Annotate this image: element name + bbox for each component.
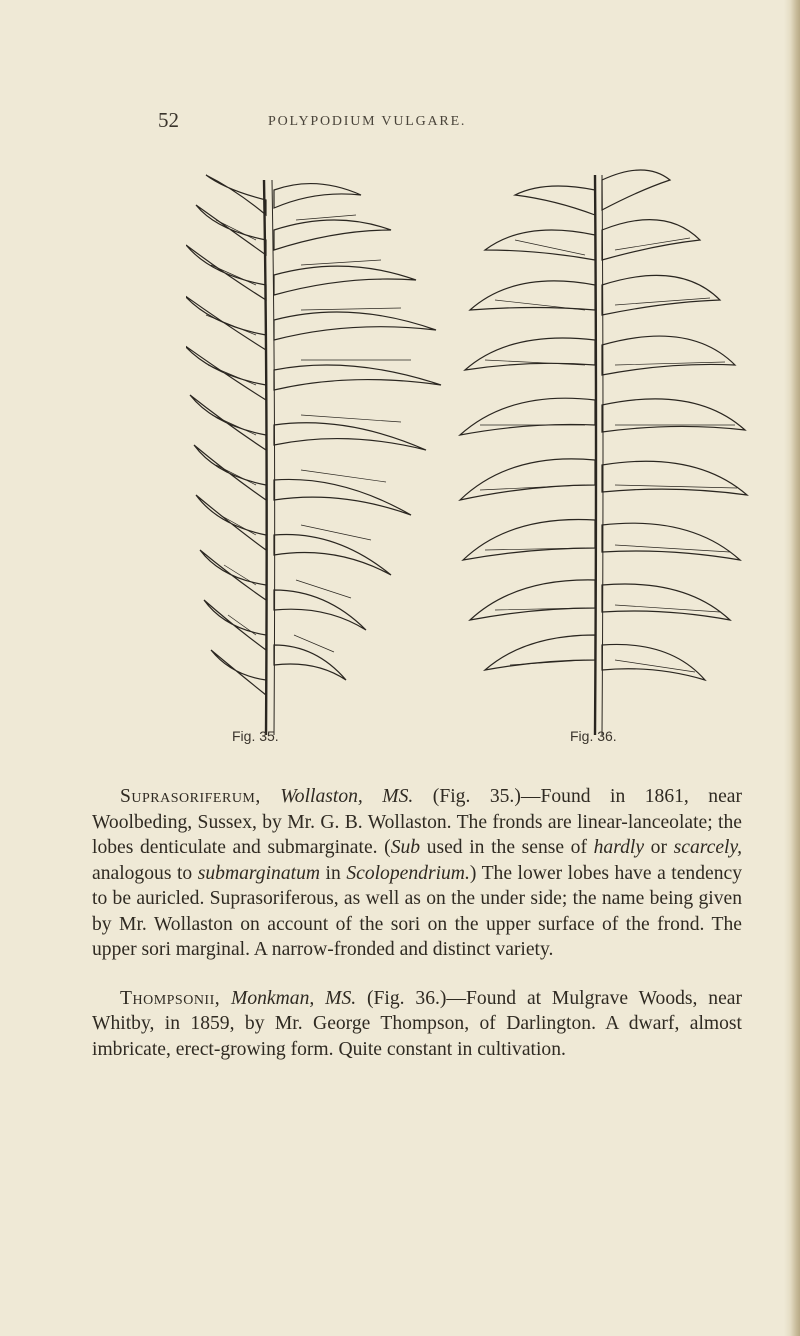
italic-term: scarcely, bbox=[673, 837, 742, 858]
paragraph-text: analogous to bbox=[92, 862, 198, 884]
page-header bbox=[158, 108, 628, 138]
paragraph-text: ) The lower lobes have a tendency to be auricled. Suprasoriferous, as well as on the under side; the name being given by Mr. Wollaston on account of the sori on the upper surface of the frond. The upper sori marginal. A narrow-fronded and distinct variety. bbox=[92, 862, 743, 960]
italic-term: Scolopendrium. bbox=[346, 862, 470, 884]
fig-36-illustration bbox=[455, 160, 755, 744]
paragraph-text: in bbox=[320, 862, 347, 884]
authority: Wollaston, MS. bbox=[280, 786, 414, 807]
page-number: 52 bbox=[158, 108, 179, 132]
body-text bbox=[92, 784, 742, 1062]
paragraph-text: or bbox=[644, 837, 674, 858]
fig-35-caption: Fig. 35. bbox=[232, 728, 279, 744]
paragraph-suprasoriferum bbox=[92, 784, 742, 963]
authority: Monkman, MS. bbox=[231, 987, 357, 1009]
variety-name: Thompsonii, bbox=[120, 987, 221, 1009]
fig-35-illustration bbox=[186, 160, 456, 744]
fig-36-caption: Fig. 36. bbox=[570, 728, 617, 744]
running-title: POLYPODIUM VULGARE. bbox=[268, 114, 467, 129]
paragraph-thompsonii bbox=[92, 986, 742, 1063]
italic-term: hardly bbox=[593, 837, 645, 858]
paragraph-text: (Fig. 35.)—Found in 1861, near Woolbeding, Sussex, by Mr. G. B. Wollaston. The fronds are linear-lanceolate; the lobes denticulate and submarginate. ( bbox=[92, 786, 742, 858]
italic-term: Sub bbox=[390, 837, 421, 858]
variety-name: Suprasoriferum, bbox=[120, 786, 261, 807]
italic-term: submarginatum bbox=[197, 862, 321, 884]
paragraph-text: (Fig. 36.)—Found at Mulgrave Woods, near Whitby, in 1859, by Mr. George Thompson, of Darlington. A dwarf, almost imbricate, erect-growing form. Quite constant in cultivation. bbox=[92, 987, 742, 1060]
figures-area bbox=[0, 160, 800, 744]
paragraph-text: used in the sense of bbox=[420, 837, 594, 858]
